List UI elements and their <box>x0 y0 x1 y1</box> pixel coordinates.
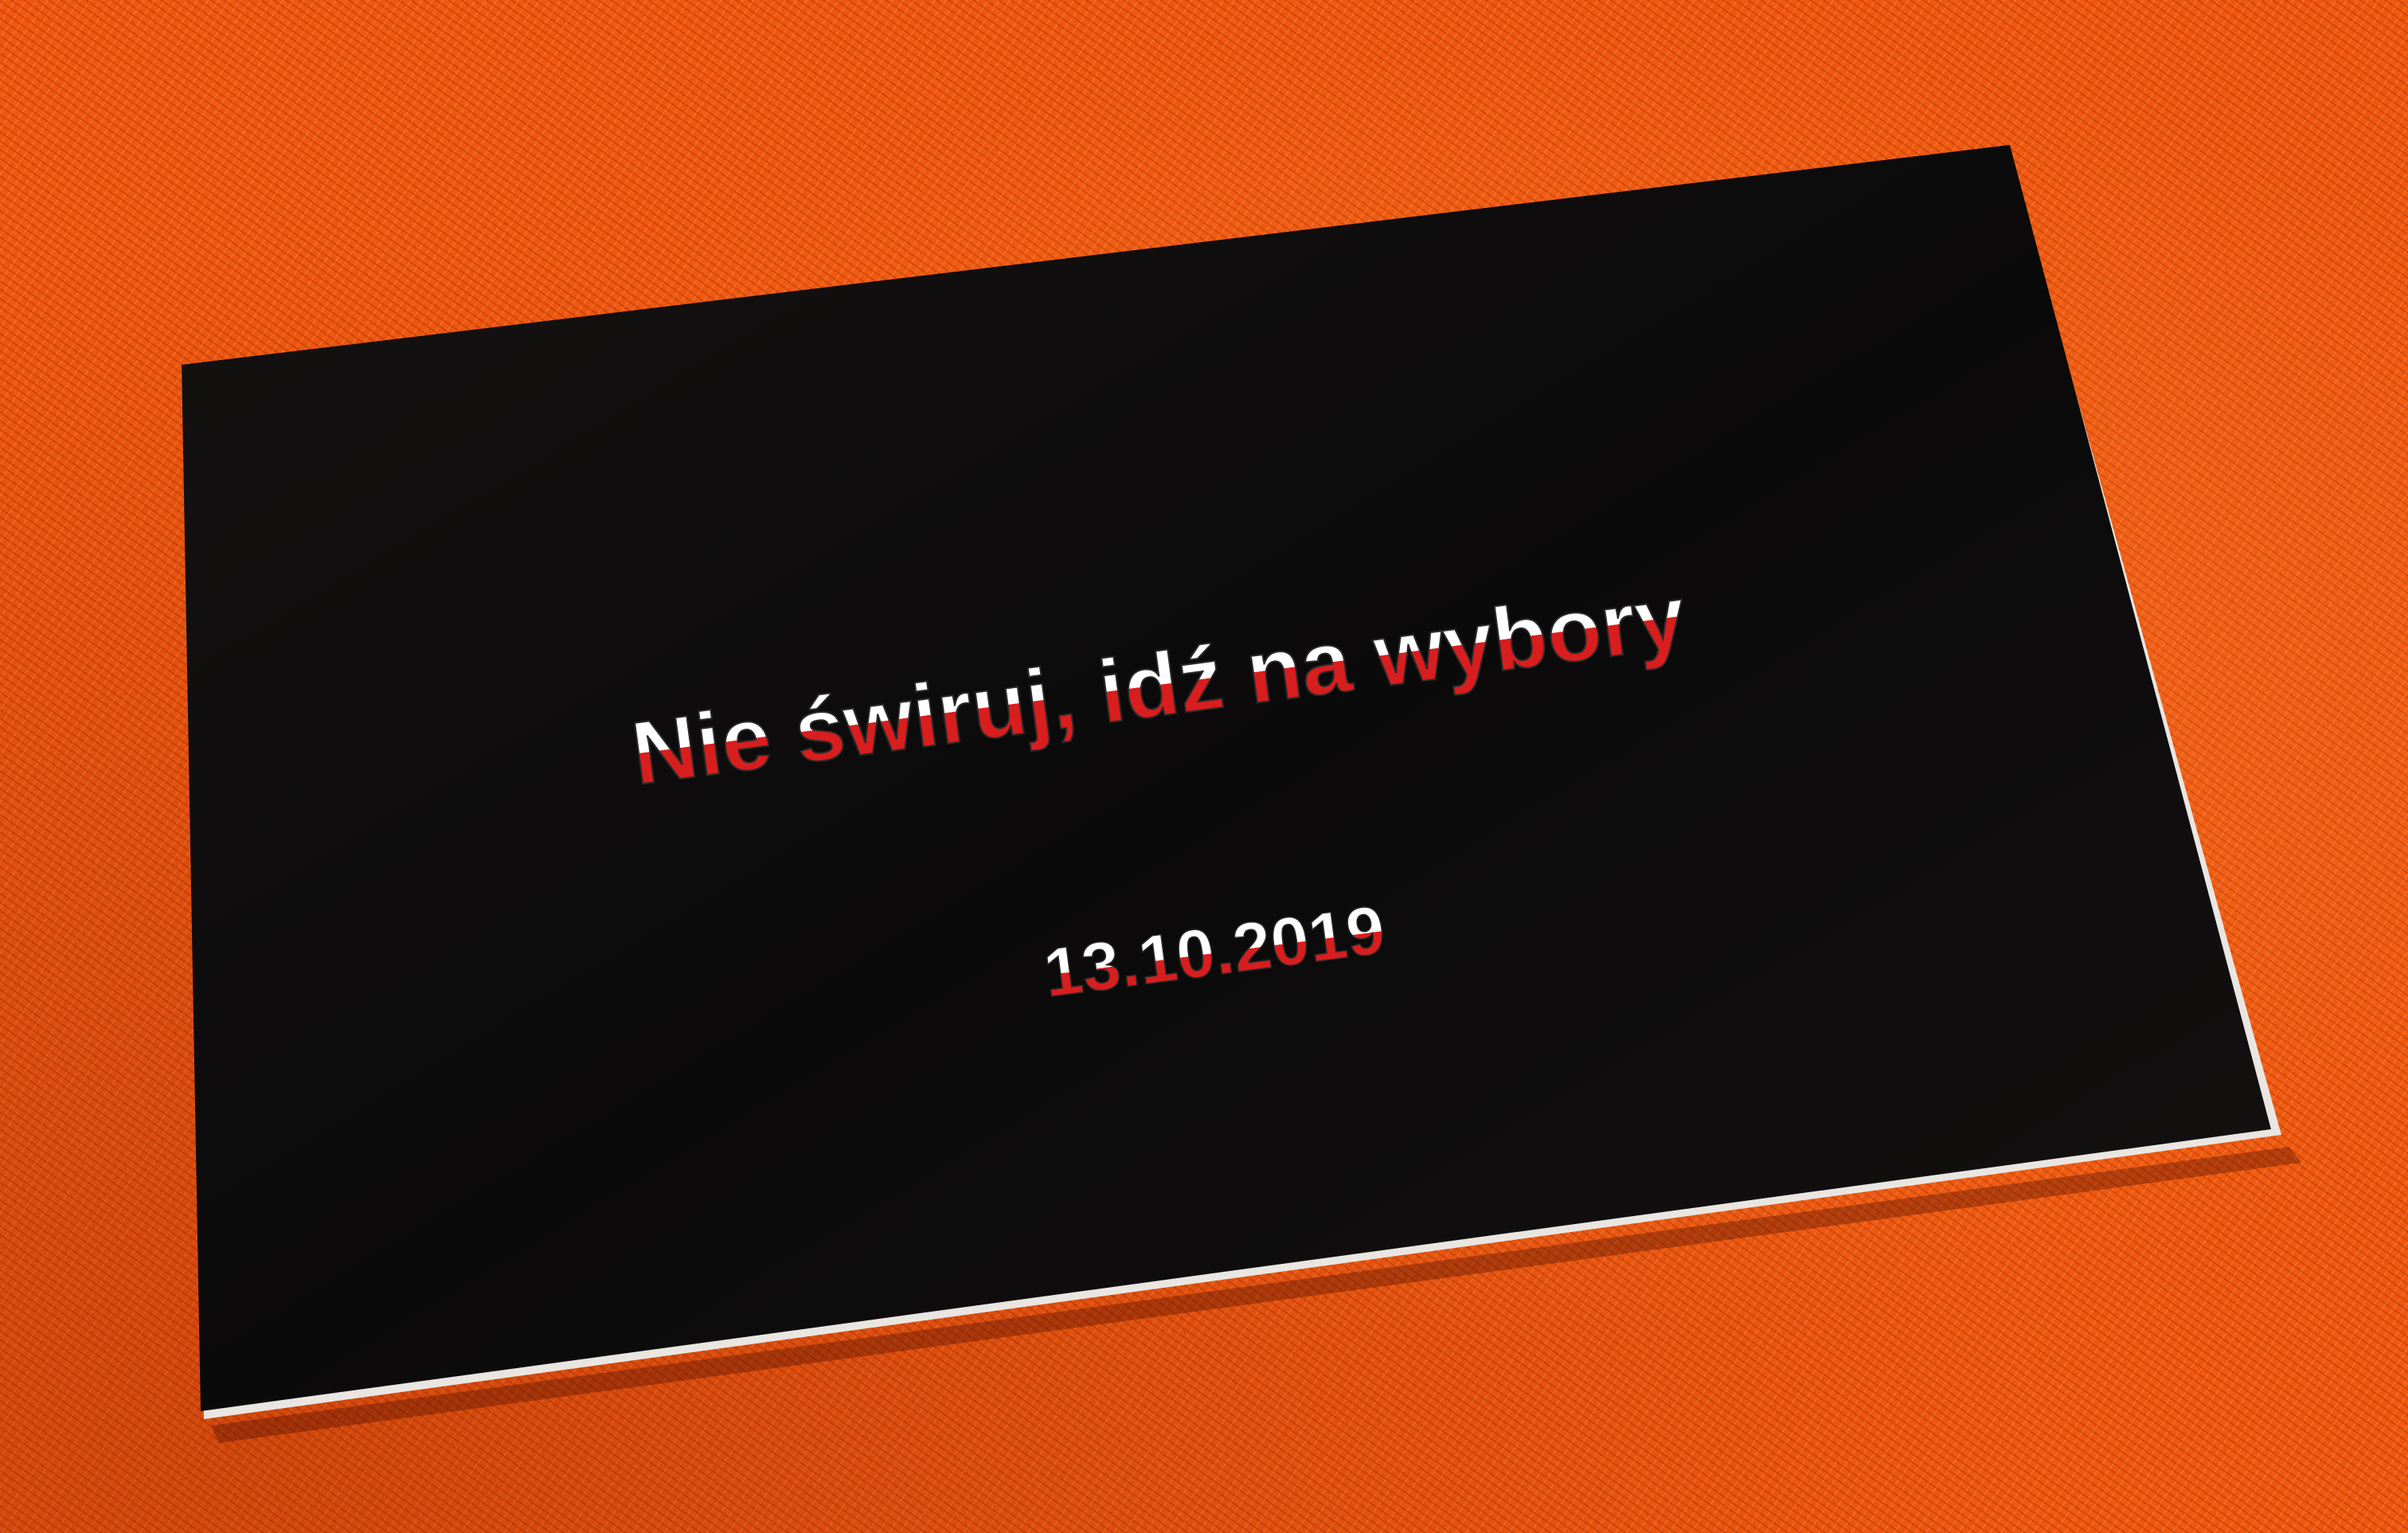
business-card <box>182 145 2271 1411</box>
date-text: 13.10.2019 <box>1039 891 1390 1012</box>
slogan-text: Nie świruj, idź na wybory <box>626 566 1691 804</box>
